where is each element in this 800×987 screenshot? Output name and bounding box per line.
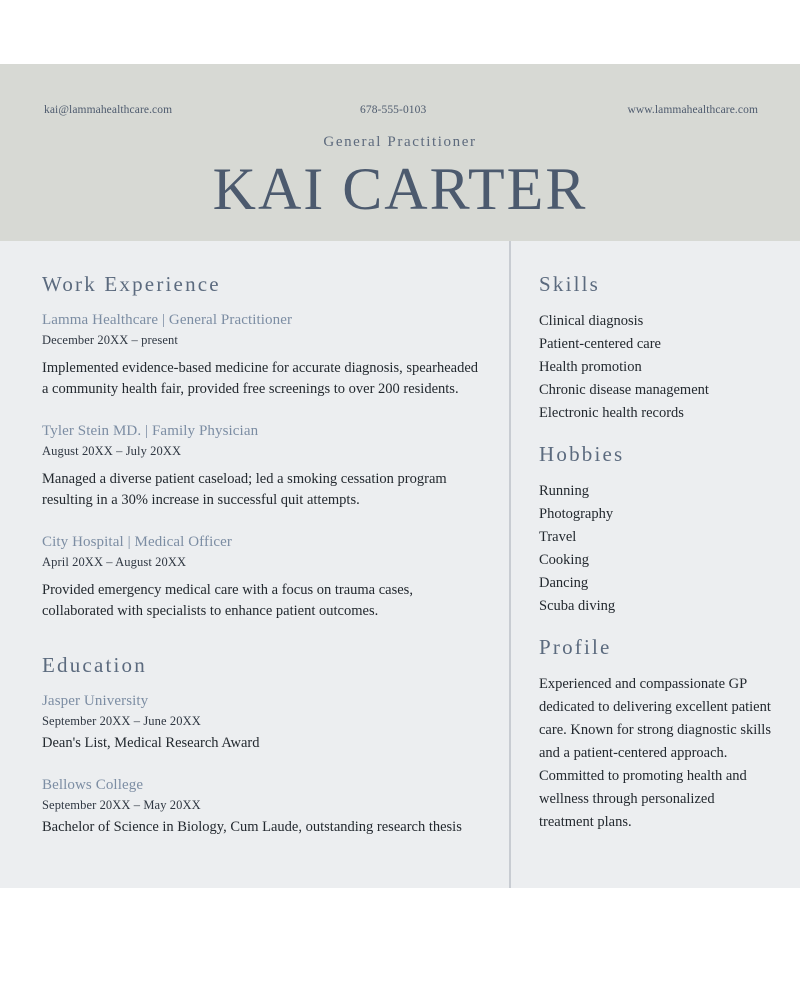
column-divider (509, 241, 511, 888)
work-entry (42, 311, 482, 400)
education-entry-date: September 20XX – June 20XX (42, 714, 201, 728)
work-entry-title: Tyler Stein MD. | Family Physician (42, 423, 259, 439)
resume-body (0, 241, 800, 888)
work-entry-date: April 20XX – August 20XX (42, 555, 187, 569)
list-item: Chronic disease management (539, 382, 709, 398)
education-entry (42, 692, 482, 754)
page-title: KAI CARTER (212, 156, 588, 222)
skills-section (539, 271, 771, 425)
left-column (42, 271, 482, 838)
contact-row (0, 104, 800, 122)
education-heading: Education (42, 653, 147, 677)
job-title: General Practitioner (323, 134, 477, 150)
contact-email: kai@lammahealthcare.com (44, 104, 173, 116)
hobbies-list (539, 480, 771, 618)
work-entry-description: Implemented evidence-based medicine for accurate diagnosis, spearheaded a community health fair, provided free screenings to over 200 residents. (42, 360, 479, 397)
work-entry-title: Lamma Healthcare | General Practitioner (42, 312, 293, 328)
skills-heading: Skills (539, 272, 601, 296)
contact-website: www.lammahealthcare.com (627, 104, 758, 116)
hobbies-section (539, 441, 771, 618)
profile-text: Experienced and compassionate GP dedicated to delivering excellent patient care. Known for strong diagnostic skills and a patient-centered approach. Committed to promoting health and wellness through personalized treatment plans. (539, 676, 771, 830)
list-item: Electronic health records (539, 405, 684, 421)
profile-section (539, 634, 771, 834)
work-entry (42, 533, 482, 622)
profile-heading: Profile (539, 635, 612, 659)
work-experience-section (42, 271, 482, 622)
work-entry-date: August 20XX – July 20XX (42, 444, 182, 458)
list-item: Photography (539, 506, 614, 522)
education-entry-title: Bellows College (42, 777, 144, 793)
list-item: Cooking (539, 552, 589, 568)
contact-phone: 678-555-0103 (360, 104, 427, 116)
work-entry-date: December 20XX – present (42, 333, 178, 347)
skills-list (539, 310, 771, 425)
work-entry-description: Managed a diverse patient caseload; led a smoking cessation program resulting in a 30% increase in successful quit attempts. (42, 471, 447, 508)
education-entry-title: Jasper University (42, 693, 149, 709)
list-item: Health promotion (539, 359, 642, 375)
education-entry-description: Bachelor of Science in Biology, Cum Laude, outstanding research thesis (42, 819, 462, 835)
list-item: Patient-centered care (539, 336, 661, 352)
education-entry (42, 776, 482, 838)
education-entry-description: Dean's List, Medical Research Award (42, 735, 260, 751)
list-item: Running (539, 483, 589, 499)
list-item: Travel (539, 529, 577, 545)
right-column (539, 271, 771, 834)
list-item: Dancing (539, 575, 589, 591)
list-item: Scuba diving (539, 598, 616, 614)
work-entry-title: City Hospital | Medical Officer (42, 534, 232, 550)
work-experience-heading: Work Experience (42, 272, 221, 296)
hobbies-heading: Hobbies (539, 442, 625, 466)
list-item: Clinical diagnosis (539, 313, 644, 329)
education-section (42, 652, 482, 838)
resume-header (0, 64, 800, 241)
education-entry-date: September 20XX – May 20XX (42, 798, 201, 812)
work-entry (42, 422, 482, 511)
work-entry-description: Provided emergency medical care with a focus on trauma cases, collaborated with specialists to enhance patient outcomes. (42, 582, 413, 619)
